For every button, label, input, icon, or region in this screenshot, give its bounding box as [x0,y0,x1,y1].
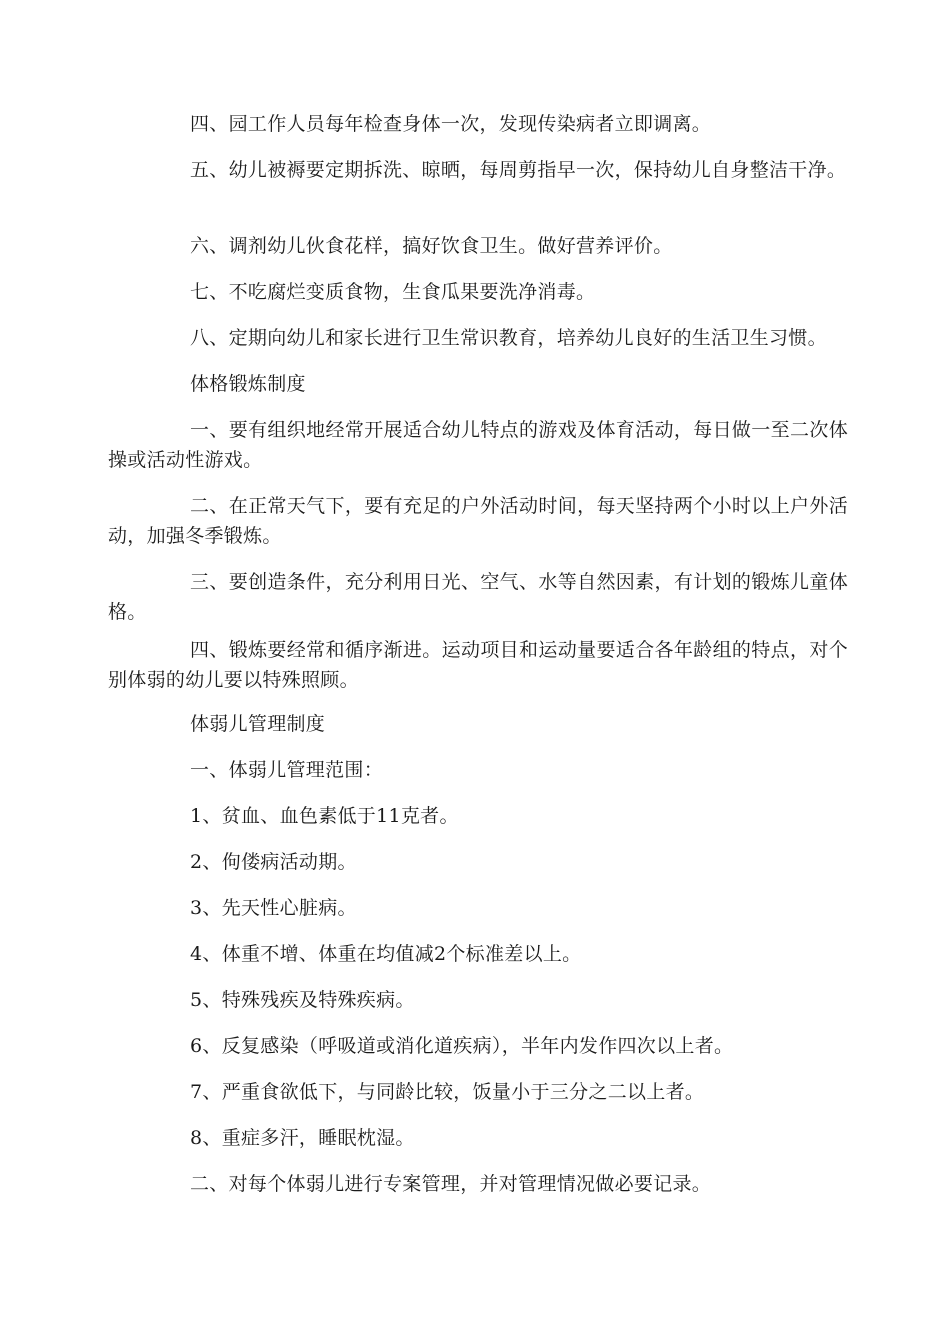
paragraph-hygiene-education: 八、定期向幼儿和家长进行卫生常识教育，培养幼儿良好的生活卫生习惯。 [190,327,827,349]
paragraph-bedding-hygiene: 五、幼儿被褥要定期拆洗、晾晒，每周剪指早一次，保持幼儿自身整洁干净。 [190,159,847,181]
section-heading-physical-exercise: 体格锻炼制度 [190,373,306,395]
paragraph-exercise-4: 四、锻炼要经常和循序渐进。运动项目和运动量要适合各年龄组的特点，对个别体弱的幼儿要以特殊照顾。 [108,639,848,691]
paragraph-exercise-2: 二、在正常天气下，要有充足的户外活动时间，每天坚持两个小时以上户外活动，加强冬季锻炼。 [108,495,848,547]
list-item-rickets: 2、佝偻病活动期。 [190,851,357,873]
list-item-infection: 6、反复感染（呼吸道或消化道疾病），半年内发作四次以上者。 [190,1035,734,1057]
paragraph-case-management: 二、对每个体弱儿进行专案管理，并对管理情况做必要记录。 [190,1173,712,1195]
paragraph-exercise-1: 一、要有组织地经常开展适合幼儿特点的游戏及体育活动，每日做一至二次体操或活动性游戏。 [108,419,848,471]
paragraph-diet-variety: 六、调剂幼儿伙食花样，搞好饮食卫生。做好营养评价。 [190,235,673,257]
paragraph-food-safety: 七、不吃腐烂变质食物，生食瓜果要洗净消毒。 [190,281,596,303]
list-item-weight: 4、体重不增、体重在均值减2个标准差以上。 [190,943,582,965]
list-item-heart-disease: 3、先天性心脏病。 [190,897,357,919]
paragraph-scope-heading: 一、体弱儿管理范围： [190,759,384,781]
list-item-anemia: 1、贫血、血色素低于11克者。 [190,805,459,827]
paragraph-staff-health-check: 四、园工作人员每年检查身体一次，发现传染病者立即调离。 [190,113,712,135]
list-item-appetite: 7、严重食欲低下，与同龄比较，饭量小于三分之二以上者。 [190,1081,705,1103]
section-heading-weak-children: 体弱儿管理制度 [190,713,326,735]
list-item-sweating: 8、重症多汗，睡眠枕湿。 [190,1127,415,1149]
list-item-disability: 5、特殊残疾及特殊疾病。 [190,989,415,1011]
paragraph-exercise-3: 三、要创造条件，充分利用日光、空气、水等自然因素，有计划的锻炼儿童体格。 [108,571,848,623]
